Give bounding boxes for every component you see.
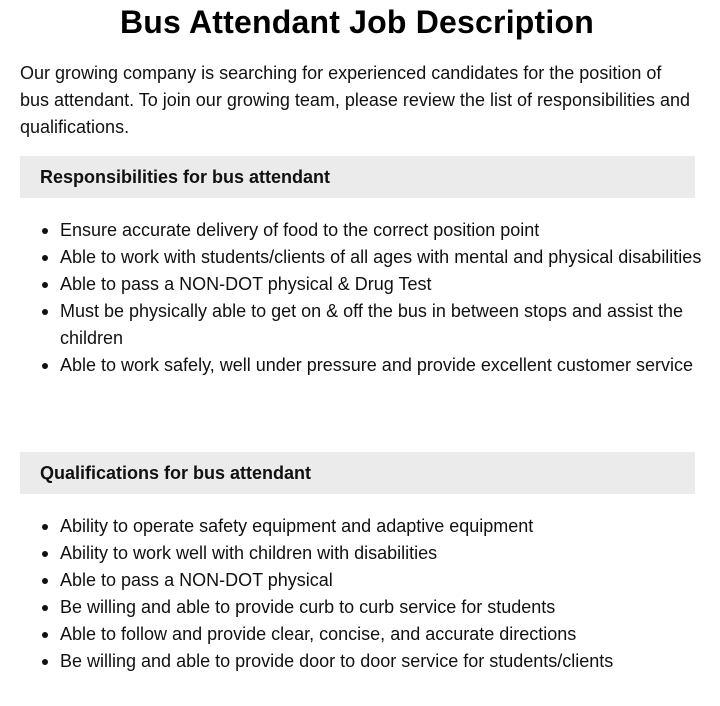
bullet-icon: [42, 282, 48, 288]
bullet-icon: [42, 632, 48, 638]
list-item: [60, 594, 720, 621]
page-title: Bus Attendant Job Description: [120, 4, 594, 40]
list-item-text: Able to work safely, well under pressure and provide excellent customer service: [60, 355, 693, 375]
list-item: [60, 621, 720, 648]
bullet-icon: [42, 605, 48, 611]
qualifications-list: [20, 513, 720, 675]
responsibilities-heading: Responsibilities for bus attendant: [20, 156, 695, 198]
list-item: [60, 540, 720, 567]
qualifications-heading: Qualifications for bus attendant: [20, 452, 695, 494]
list-item: [60, 567, 720, 594]
bullet-icon: [42, 255, 48, 261]
list-item: [60, 648, 720, 675]
bullet-icon: [42, 309, 48, 315]
list-item: [60, 352, 720, 379]
bullet-icon: [42, 659, 48, 665]
list-item-text: Be willing and able to provide door to door service for students/clients: [60, 651, 614, 671]
list-item-text: Ability to operate safety equipment and adaptive equipment: [60, 516, 534, 536]
list-item: [60, 298, 720, 352]
list-item-text: Able to pass a NON-DOT physical: [60, 570, 333, 590]
list-item-text: Able to work with students/clients of all ages with mental and physical disabilities: [60, 247, 702, 267]
bullet-icon: [42, 363, 48, 369]
bullet-icon: [42, 228, 48, 234]
list-item-text: Be willing and able to provide curb to curb service for students: [60, 597, 556, 617]
list-item: [60, 244, 720, 271]
list-item-text: Ability to work well with children with disabilities: [60, 543, 438, 563]
list-item-text: Must be physically able to get on & off the bus in between stops and assist the children: [60, 301, 684, 348]
bullet-icon: [42, 578, 48, 584]
list-item-text: Able to follow and provide clear, concise, and accurate directions: [60, 624, 577, 644]
list-item: [60, 513, 720, 540]
list-item: [60, 217, 720, 244]
list-item-text: Able to pass a NON-DOT physical & Drug Test: [60, 274, 432, 294]
responsibilities-list: [20, 217, 720, 379]
intro-paragraph: Our growing company is searching for experienced candidates for the position of bus attendant. To join our growing team, please review the list of responsibilities and qualifications.: [20, 63, 691, 137]
bullet-icon: [42, 551, 48, 557]
list-item: [60, 271, 720, 298]
list-item-text: Ensure accurate delivery of food to the correct position point: [60, 220, 540, 240]
bullet-icon: [42, 524, 48, 530]
